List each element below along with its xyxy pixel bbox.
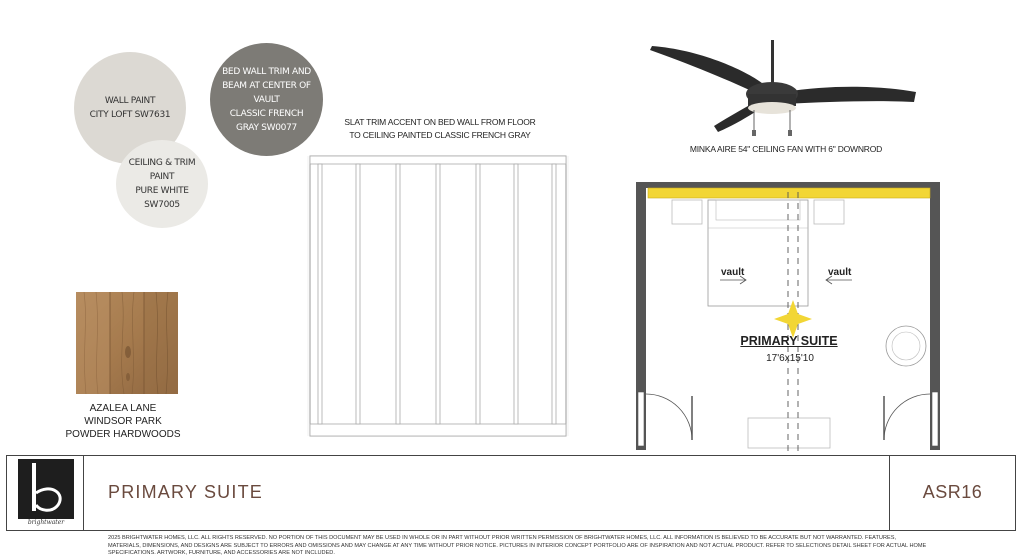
accent-paint-line-4: CLASSIC FRENCH [229, 108, 304, 119]
room-name: PRIMARY SUITE [740, 334, 838, 348]
legal-disclaimer: 2025 BRIGHTWATER HOMES, LLC. ALL RIGHTS RESERVED. NO PORTION OF THIS DOCUMENT MAY BE USED IN WHOLE OR IN PART WITHOUT PRIOR WRITTEN PERMISSION OF BRIGHTWATER HOMES, LLC. ALL INFORMATION IS BELIEVED TO BE ACCURATE BUT NOT WARRANTED. FEATURES, MATERIALS, DIMENSIONS, AND DESIGNS ARE SUBJECT TO ERRORS AND OMISSIONS AND MAY CHANGE AT ANY TIME WITHOUT PRIOR NOTICE. PICTURES IN INTERIOR CONCEPT PORTFOLIO ARE OF INSPIRATION AND NOT ACTUAL PRODUCT. REFER TO SELECTIONS DETAIL SHEET FOR ACTUAL HOME SPECIFICATIONS. ARTWORK, FURNITURE, AND ACCESSORIES ARE NOT INCLUDED. [108, 535, 927, 556]
trim-paint-line-2: PAINT [149, 172, 175, 182]
room-dimensions: 17'6x15'10 [766, 353, 814, 364]
slat-caption-line-2: TO CEILING PAINTED CLASSIC FRENCH GRAY [349, 130, 531, 140]
slat-caption [330, 116, 550, 142]
brightwater-logo [18, 459, 74, 519]
hardwood-sample [76, 292, 178, 394]
wall-paint-line-2: CITY LOFT SW7631 [89, 110, 171, 120]
accent-paint-swatch [210, 43, 323, 156]
slat-wall-elevation [306, 152, 570, 440]
flooring-line-2: WINDSOR PARK [84, 416, 162, 427]
trim-paint-line-3: PURE WHITE [135, 186, 189, 196]
accent-paint-line-1: BED WALL TRIM AND [222, 66, 311, 77]
flooring-line-3: POWDER HARDWOODS [65, 429, 181, 440]
accent-paint-line-5: GRAY SW0077 [236, 122, 297, 133]
page-code: ASR16 [922, 482, 983, 502]
accent-paint-line-2: BEAM AT CENTER OF [222, 80, 311, 91]
floor-plan [636, 182, 940, 454]
ceiling-fan-image [644, 38, 916, 142]
vault-label-right: vault [828, 267, 852, 278]
vault-label-left: vault [721, 267, 745, 278]
flooring-line-1: AZALEA LANE [89, 403, 157, 414]
flooring-label [50, 402, 196, 441]
trim-paint-line-4: SW7005 [144, 200, 180, 210]
page-title: PRIMARY SUITE [108, 482, 263, 502]
trim-paint-line-1: CEILING & TRIM [128, 158, 196, 168]
accent-paint-line-3: VAULT [253, 94, 280, 105]
slat-caption-line-1: SLAT TRIM ACCENT ON BED WALL FROM FLOOR [344, 117, 536, 127]
trim-paint-swatch [116, 140, 208, 228]
logo-wordmark: brightwater [27, 519, 65, 526]
wall-paint-line-1: WALL PAINT [104, 96, 156, 106]
fan-caption: MINKA AIRE 54" CEILING FAN WITH 6" DOWNROD [689, 144, 883, 154]
